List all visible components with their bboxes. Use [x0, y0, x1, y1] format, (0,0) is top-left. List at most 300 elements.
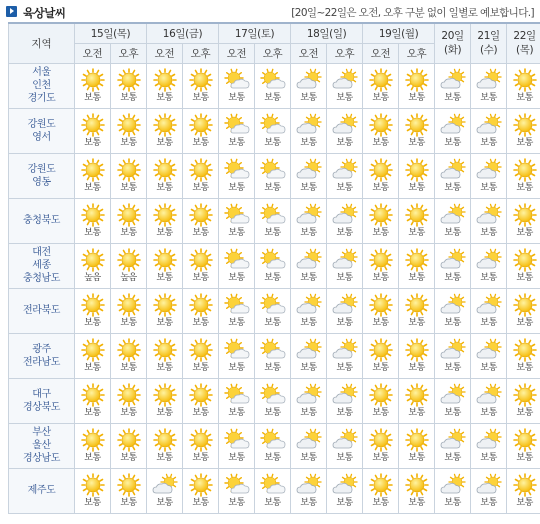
- forecast-cell: [399, 378, 435, 423]
- day-header: 15일(목): [75, 23, 147, 43]
- forecast-cell: [471, 333, 507, 378]
- forecast-text: 보통: [300, 137, 317, 148]
- forecast-cell: [507, 63, 540, 108]
- forecast-text: 보통: [120, 452, 137, 463]
- morning-header: 오전: [363, 43, 399, 63]
- region-cell: [9, 468, 75, 513]
- forecast-cell: [255, 153, 291, 198]
- table-row: [9, 108, 540, 153]
- forecast-text: 보통: [228, 452, 245, 463]
- forecast-cell: [75, 288, 111, 333]
- forecast-cell: [147, 153, 183, 198]
- sun-icon: [150, 383, 180, 407]
- forecast-text: 보통: [120, 317, 137, 328]
- forecast-text: 보통: [336, 182, 353, 193]
- forecast-cell: [471, 288, 507, 333]
- forecast-text: 보통: [120, 137, 137, 148]
- sun-icon: [78, 203, 108, 227]
- partly-cloudy-icon: [258, 158, 288, 182]
- region-name: 세종: [32, 260, 51, 271]
- forecast-text: 보통: [264, 362, 281, 373]
- forecast-text: 보통: [372, 452, 389, 463]
- day-header: [435, 23, 471, 63]
- forecast-cell: [399, 423, 435, 468]
- region-cell: [9, 153, 75, 198]
- sun-icon: [114, 158, 144, 182]
- day-date: 22일: [513, 30, 536, 43]
- forecast-cell: [291, 63, 327, 108]
- sun-icon: [150, 428, 180, 452]
- cloud-sun-icon: [474, 158, 504, 182]
- forecast-cell: [327, 108, 363, 153]
- forecast-cell: [291, 468, 327, 513]
- forecast-text: 보통: [372, 92, 389, 103]
- forecast-cell: [471, 243, 507, 288]
- forecast-cell: [327, 333, 363, 378]
- forecast-cell: [111, 108, 147, 153]
- partly-cloudy-icon: [222, 113, 252, 137]
- forecast-text: 보통: [516, 317, 533, 328]
- table-row: [9, 378, 540, 423]
- sun-icon: [366, 158, 396, 182]
- region-name: 대전: [32, 247, 51, 258]
- region-name: 부산: [32, 427, 51, 438]
- forecast-cell: [183, 378, 219, 423]
- forecast-text: 보통: [336, 497, 353, 508]
- forecast-cell: [363, 288, 399, 333]
- afternoon-header: 오후: [399, 43, 435, 63]
- forecast-text: 보통: [408, 452, 425, 463]
- forecast-text: 보통: [192, 497, 209, 508]
- forecast-text: 보통: [444, 407, 461, 418]
- forecast-text: 보통: [516, 272, 533, 283]
- cloud-sun-icon: [474, 383, 504, 407]
- forecast-text: 보통: [372, 272, 389, 283]
- forecast-cell: [363, 108, 399, 153]
- sun-icon: [114, 248, 144, 272]
- forecast-cell: [327, 63, 363, 108]
- forecast-cell: [435, 63, 471, 108]
- region-name: 영서: [32, 131, 51, 143]
- cloud-sun-icon: [294, 113, 324, 137]
- forecast-cell: [291, 288, 327, 333]
- forecast-cell: [219, 288, 255, 333]
- day-header: 16일(금): [147, 23, 219, 43]
- forecast-cell: [363, 63, 399, 108]
- sun-icon: [150, 68, 180, 92]
- forecast-text: 보통: [372, 497, 389, 508]
- title-bar: [6, 4, 536, 20]
- sun-icon: [186, 428, 216, 452]
- sun-icon: [402, 473, 432, 497]
- cloud-sun-icon: [474, 248, 504, 272]
- day-header: 17일(토): [219, 23, 291, 43]
- forecast-text: 보통: [516, 452, 533, 463]
- forecast-text: 보통: [336, 407, 353, 418]
- forecast-cell: [147, 198, 183, 243]
- forecast-text: 보통: [444, 92, 461, 103]
- forecast-cell: [363, 333, 399, 378]
- forecast-cell: [471, 153, 507, 198]
- forecast-text: 보통: [120, 182, 137, 193]
- region-name: 전라북도: [22, 305, 61, 316]
- forecast-text: 보통: [228, 407, 245, 418]
- day-header: [471, 23, 507, 63]
- sun-icon: [78, 293, 108, 317]
- sun-icon: [402, 203, 432, 227]
- forecast-cell: [471, 468, 507, 513]
- sun-icon: [186, 473, 216, 497]
- forecast-text: 보통: [516, 497, 533, 508]
- table-row: [9, 243, 540, 288]
- table-row: [9, 153, 540, 198]
- table-row: [9, 333, 540, 378]
- cloud-sun-icon: [474, 203, 504, 227]
- forecast-cell: [435, 243, 471, 288]
- forecast-text: 보통: [228, 317, 245, 328]
- forecast-cell: [399, 63, 435, 108]
- forecast-cell: [75, 378, 111, 423]
- sun-icon: [114, 113, 144, 137]
- sun-icon: [78, 113, 108, 137]
- forecast-text: 보통: [156, 362, 173, 373]
- forecast-text: 보통: [480, 272, 497, 283]
- forecast-cell: [363, 423, 399, 468]
- sun-icon: [114, 473, 144, 497]
- forecast-text: 보통: [264, 137, 281, 148]
- forecast-text: 보통: [156, 452, 173, 463]
- forecast-cell: [111, 198, 147, 243]
- forecast-text: 높음: [84, 272, 101, 283]
- forecast-text: 보통: [228, 362, 245, 373]
- forecast-text: 보통: [336, 92, 353, 103]
- forecast-cell: [399, 153, 435, 198]
- partly-cloudy-icon: [222, 383, 252, 407]
- partly-cloudy-icon: [258, 338, 288, 362]
- forecast-cell: [183, 108, 219, 153]
- forecast-text: 보통: [516, 137, 533, 148]
- cloud-sun-icon: [438, 113, 468, 137]
- forecast-cell: [507, 333, 540, 378]
- forecast-text: 보통: [228, 182, 245, 193]
- sun-icon: [510, 113, 540, 137]
- forecast-cell: [183, 288, 219, 333]
- sun-icon: [402, 248, 432, 272]
- partly-cloudy-icon: [222, 203, 252, 227]
- sun-icon: [78, 338, 108, 362]
- forecast-cell: [363, 243, 399, 288]
- forecast-text: 보통: [408, 92, 425, 103]
- afternoon-header: 오후: [255, 43, 291, 63]
- partly-cloudy-icon: [222, 428, 252, 452]
- forecast-text: 보통: [84, 92, 101, 103]
- forecast-text: 보통: [444, 272, 461, 283]
- forecast-cell: [183, 468, 219, 513]
- sun-icon: [78, 158, 108, 182]
- cloud-sun-icon: [330, 113, 360, 137]
- forecast-text: 보통: [444, 317, 461, 328]
- cloud-sun-icon: [438, 428, 468, 452]
- sun-icon: [366, 383, 396, 407]
- cloud-sun-icon: [330, 158, 360, 182]
- morning-header: 오전: [75, 43, 111, 63]
- forecast-cell: [435, 198, 471, 243]
- sun-icon: [366, 203, 396, 227]
- forecast-cell: [111, 333, 147, 378]
- forecast-cell: [435, 468, 471, 513]
- forecast-text: 보통: [480, 182, 497, 193]
- forecast-text: 보통: [408, 317, 425, 328]
- forecast-text: 보통: [336, 272, 353, 283]
- forecast-cell: [399, 243, 435, 288]
- sun-icon: [114, 203, 144, 227]
- cloud-sun-icon: [474, 338, 504, 362]
- forecast-text: 보통: [336, 452, 353, 463]
- cloud-sun-icon: [438, 68, 468, 92]
- forecast-cell: [183, 243, 219, 288]
- forecast-text: 보통: [444, 227, 461, 238]
- forecast-text: 보통: [336, 137, 353, 148]
- forecast-text: 보통: [480, 317, 497, 328]
- sun-icon: [366, 293, 396, 317]
- day-date: 21일: [477, 30, 500, 43]
- forecast-cell: [111, 243, 147, 288]
- forecast-cell: [219, 198, 255, 243]
- forecast-cell: [255, 333, 291, 378]
- day-weekday: (목): [516, 44, 534, 57]
- sun-icon: [510, 68, 540, 92]
- afternoon-header: 오후: [111, 43, 147, 63]
- sun-icon: [366, 428, 396, 452]
- forecast-text: 보통: [480, 227, 497, 238]
- sun-icon: [366, 473, 396, 497]
- forecast-text: 보통: [156, 182, 173, 193]
- sun-icon: [402, 293, 432, 317]
- forecast-text: 보통: [264, 407, 281, 418]
- forecast-cell: [291, 243, 327, 288]
- sun-icon: [510, 338, 540, 362]
- forecast-cell: [147, 108, 183, 153]
- partly-cloudy-icon: [258, 473, 288, 497]
- forecast-text: 보통: [156, 92, 173, 103]
- forecast-text: 보통: [120, 227, 137, 238]
- forecast-cell: [291, 423, 327, 468]
- forecast-text: 보통: [444, 497, 461, 508]
- partly-cloudy-icon: [222, 68, 252, 92]
- cloud-sun-icon: [330, 68, 360, 92]
- forecast-cell: [75, 333, 111, 378]
- region-name: 충청남도: [22, 273, 61, 284]
- forecast-text: 보통: [84, 362, 101, 373]
- sun-icon: [402, 428, 432, 452]
- region-name: 강원도: [27, 163, 56, 175]
- region-cell: [9, 198, 75, 243]
- table-row: [9, 198, 540, 243]
- sun-icon: [114, 68, 144, 92]
- forecast-text: 보통: [84, 497, 101, 508]
- forecast-text: 보통: [120, 92, 137, 103]
- cloud-sun-icon: [474, 113, 504, 137]
- sun-icon: [402, 68, 432, 92]
- forecast-cell: [147, 378, 183, 423]
- forecast-cell: [219, 423, 255, 468]
- forecast-text: 보통: [192, 227, 209, 238]
- forecast-cell: [435, 153, 471, 198]
- partly-cloudy-icon: [222, 248, 252, 272]
- forecast-cell: [507, 468, 540, 513]
- forecast-text: 보통: [336, 317, 353, 328]
- forecast-cell: [327, 468, 363, 513]
- table-row: [9, 63, 540, 108]
- forecast-text: 보통: [444, 182, 461, 193]
- forecast-text: 보통: [444, 137, 461, 148]
- sun-icon: [150, 338, 180, 362]
- sun-icon: [402, 158, 432, 182]
- partly-cloudy-icon: [222, 473, 252, 497]
- forecast-text: 보통: [156, 497, 173, 508]
- cloud-sun-icon: [438, 383, 468, 407]
- sun-icon: [150, 248, 180, 272]
- forecast-text: 보통: [228, 92, 245, 103]
- cloud-sun-icon: [438, 203, 468, 227]
- morning-header: 오전: [219, 43, 255, 63]
- forecast-text: 보통: [84, 407, 101, 418]
- cloud-sun-icon: [474, 293, 504, 317]
- forecast-text: 보통: [120, 362, 137, 373]
- morning-header: 오전: [147, 43, 183, 63]
- forecast-text: 보통: [120, 407, 137, 418]
- forecast-cell: [219, 108, 255, 153]
- partly-cloudy-icon: [258, 248, 288, 272]
- forecast-text: 보통: [264, 497, 281, 508]
- forecast-cell: [291, 153, 327, 198]
- region-name: 서울: [32, 67, 51, 78]
- forecast-text: 보통: [300, 92, 317, 103]
- forecast-text: 보통: [156, 407, 173, 418]
- afternoon-header: 오후: [183, 43, 219, 63]
- forecast-cell: [219, 153, 255, 198]
- forecast-cell: [291, 333, 327, 378]
- sun-icon: [186, 68, 216, 92]
- forecast-cell: [75, 198, 111, 243]
- forecast-text: 보통: [336, 362, 353, 373]
- forecast-text: 보통: [228, 137, 245, 148]
- cloud-sun-icon: [474, 68, 504, 92]
- forecast-text: 보통: [408, 497, 425, 508]
- forecast-cell: [255, 378, 291, 423]
- cloud-sun-icon: [474, 473, 504, 497]
- forecast-cell: [363, 468, 399, 513]
- forecast-text: 보통: [192, 407, 209, 418]
- forecast-cell: [183, 423, 219, 468]
- forecast-cell: [219, 243, 255, 288]
- forecast-cell: [111, 153, 147, 198]
- forecast-text: 보통: [156, 317, 173, 328]
- forecast-text: 보통: [372, 137, 389, 148]
- cloud-sun-icon: [438, 338, 468, 362]
- forecast-text: 보통: [480, 362, 497, 373]
- forecast-cell: [471, 63, 507, 108]
- forecast-text: 보통: [264, 182, 281, 193]
- table-row: [9, 288, 540, 333]
- cloud-sun-icon: [294, 203, 324, 227]
- forecast-cell: [399, 288, 435, 333]
- forecast-text: 보통: [408, 407, 425, 418]
- sun-icon: [150, 293, 180, 317]
- sun-icon: [510, 248, 540, 272]
- region-name: 경상북도: [22, 401, 61, 413]
- forecast-cell: [327, 153, 363, 198]
- forecast-cell: [111, 288, 147, 333]
- sun-icon: [186, 383, 216, 407]
- forecast-text: 보통: [156, 137, 173, 148]
- day-weekday: (화): [444, 44, 462, 57]
- forecast-cell: [291, 378, 327, 423]
- sun-icon: [150, 113, 180, 137]
- forecast-text: 보통: [84, 182, 101, 193]
- forecast-text: 보통: [192, 452, 209, 463]
- sun-icon: [78, 383, 108, 407]
- sun-icon: [186, 338, 216, 362]
- cloud-sun-icon: [150, 473, 180, 497]
- page-title: 육상날씨: [23, 6, 66, 20]
- forecast-text: 보통: [408, 362, 425, 373]
- region-cell: [9, 243, 75, 288]
- sun-icon: [510, 383, 540, 407]
- forecast-text: 보통: [264, 227, 281, 238]
- forecast-text: 보통: [408, 227, 425, 238]
- forecast-text: 보통: [192, 362, 209, 373]
- forecast-text: 보통: [84, 137, 101, 148]
- sun-icon: [186, 113, 216, 137]
- day-header: 18일(일): [291, 23, 363, 43]
- sun-icon: [402, 383, 432, 407]
- forecast-cell: [75, 243, 111, 288]
- forecast-cell: [255, 288, 291, 333]
- forecast-cell: [111, 468, 147, 513]
- sun-icon: [186, 293, 216, 317]
- sun-icon: [186, 248, 216, 272]
- forecast-cell: [183, 198, 219, 243]
- morning-header: 오전: [291, 43, 327, 63]
- partly-cloudy-icon: [258, 293, 288, 317]
- forecast-cell: [435, 423, 471, 468]
- forecast-cell: [471, 423, 507, 468]
- day-header: 19일(월): [363, 23, 435, 43]
- forecast-cell: [75, 423, 111, 468]
- forecast-text: 보통: [84, 317, 101, 328]
- forecast-cell: [399, 333, 435, 378]
- region-name: 영동: [32, 176, 51, 188]
- cloud-sun-icon: [294, 158, 324, 182]
- forecast-text: 보통: [480, 407, 497, 418]
- partly-cloudy-icon: [258, 383, 288, 407]
- forecast-text: 보통: [192, 182, 209, 193]
- forecast-cell: [111, 423, 147, 468]
- partly-cloudy-icon: [222, 158, 252, 182]
- forecast-text: 보통: [156, 272, 173, 283]
- partly-cloudy-icon: [258, 113, 288, 137]
- forecast-text: 보통: [300, 182, 317, 193]
- region-cell: [9, 378, 75, 423]
- partly-cloudy-icon: [222, 293, 252, 317]
- forecast-cell: [399, 198, 435, 243]
- cloud-sun-icon: [330, 473, 360, 497]
- sun-icon: [150, 203, 180, 227]
- weather-table: [8, 22, 540, 514]
- forecast-cell: [111, 378, 147, 423]
- forecast-text: 보통: [192, 92, 209, 103]
